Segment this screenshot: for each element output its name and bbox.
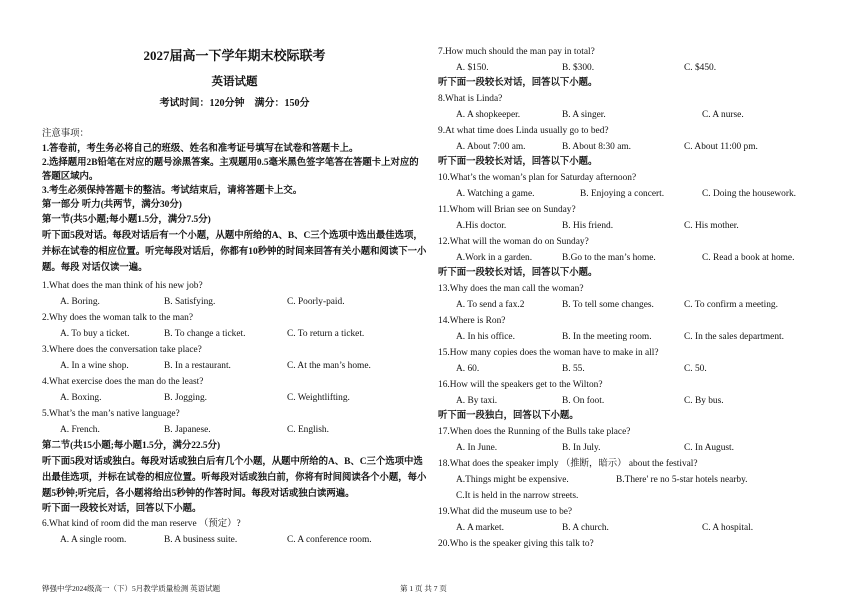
question-7: 7.How much should the man pay in total? [438, 47, 595, 57]
listen-instruction: 听下面一段较长对话，回答以下小题。 [42, 504, 202, 514]
q11-option-c: C. His mother. [684, 221, 739, 231]
section1-instr-1: 听下面5段对话。每段对话后有一个小题，从题中所给的A、B、C三个选项中选出最佳选项， [42, 231, 423, 241]
note-1: 1.答卷前，考生务必将自己的班级、姓名和准考证号填写在试卷和答题卡上。 [42, 144, 359, 154]
footer-page-number: 第 1 页 共 7 页 [400, 584, 447, 593]
question-5: 5.What’s the man’s native language? [42, 409, 180, 419]
q17-option-b: B. In July. [562, 443, 601, 453]
q11-option-a: A.His doctor. [456, 221, 507, 231]
question-3: 3.Where does the conversation take place? [42, 345, 202, 355]
q1-option-b: B. Satisfying. [164, 297, 216, 307]
q16-option-c: C. By bus. [684, 396, 724, 406]
q16-option-a: A. By taxi. [456, 396, 498, 406]
q17-option-a: A. In June. [456, 443, 498, 453]
q3-option-a: A. In a wine shop. [60, 361, 129, 371]
section1-heading: 第一节(共5小题;每小题1.5分，满分7.5分) [42, 215, 211, 225]
q12-option-c: C. Read a book at home. [702, 253, 795, 263]
listen-monologue-instruction: 听下面一段独白，回答以下小题。 [438, 411, 579, 421]
question-16: 16.How will the speakers get to the Wilton? [438, 380, 603, 390]
notes-heading: 注意事项： [42, 129, 89, 139]
q8-option-b: B. A singer. [562, 110, 606, 120]
q4-option-c: C. Weightlifting. [287, 393, 350, 403]
q9-option-b: B. About 8:30 am. [562, 142, 632, 152]
question-4: 4.What exercise does the man do the least? [42, 377, 204, 387]
q18-option-a: A.Things might be expensive. [456, 475, 569, 485]
question-8: 8.What is Linda? [438, 94, 503, 104]
q13-option-b: B. To tell some changes. [562, 300, 654, 310]
q7-option-b: B. $300. [562, 63, 595, 73]
q8-option-a: A. A shopkeeper. [456, 110, 521, 120]
q2-option-a: A. To buy a ticket. [60, 329, 130, 339]
q13-option-c: C. To confirm a meeting. [684, 300, 778, 310]
question-13: 13.Why does the man call the woman? [438, 284, 584, 294]
exam-info: 考试时间：120分钟 满分：150分 [159, 98, 310, 109]
listen-instruction: 听下面一段较长对话，回答以下小题。 [438, 157, 598, 167]
q3-option-c: C. At the man’s home. [287, 361, 371, 371]
q4-option-b: B. Jogging. [164, 393, 207, 403]
exam-subtitle: 英语试题 [211, 76, 258, 88]
note-2: 2.选择题用2B铅笔在对应的题号涂黑答案。主观题用0.5毫米黑色签字笔答在答题卡上对应的 [42, 158, 419, 168]
question-14: 14.Where is Ron? [438, 316, 506, 326]
q12-option-a: A.Work in a garden. [456, 253, 533, 263]
q19-option-b: B. A church. [562, 523, 609, 533]
section2-instr-2: 出最佳选项，并标在试卷的相应位置。听每段对话或独白前，你将有时间阅读各个小题，每小 [42, 473, 427, 483]
q1-option-a: A. Boring. [60, 297, 100, 307]
q5-option-c: C. English. [287, 425, 329, 435]
note-2-cont: 答题区域内。 [42, 172, 99, 182]
q15-option-c: C. 50. [684, 364, 707, 374]
q7-option-a: A. $150. [456, 63, 489, 73]
question-2: 2.Why does the woman talk to the man? [42, 313, 194, 323]
q15-option-a: A. 60. [456, 364, 480, 374]
question-20: 20.Who is the speaker giving this talk to? [438, 539, 594, 549]
q3-option-b: B. In a restaurant. [164, 361, 231, 371]
q7-option-c: C. $450. [684, 63, 717, 73]
q14-option-b: B. In the meeting room. [562, 332, 652, 342]
section2-heading: 第二节(共15小题;每小题1.5分，满分22.5分) [42, 441, 221, 451]
question-6: 6.What kind of room did the man reserve （预定）? [42, 519, 241, 529]
q10-option-c: C. Doing the housework. [702, 189, 797, 199]
question-12: 12.What will the woman do on Sunday? [438, 237, 589, 247]
footer-school-info: 铧强中学2024级高一（下）5月教学质量检测 英语试题 [42, 584, 221, 593]
q6-option-a: A. A single room. [60, 535, 127, 545]
q6-option-b: B. A business suite. [164, 535, 238, 545]
q9-option-a: A. About 7:00 am. [456, 142, 526, 152]
q10-option-a: A. Watching a game. [456, 189, 535, 199]
note-3: 3.考生必须保持答题卡的整洁。考试结束后，请将答题卡上交。 [42, 186, 303, 196]
question-17: 17.When does the Running of the Bulls take place? [438, 427, 631, 437]
q9-option-c: C. About 11:00 pm. [684, 142, 758, 152]
q18-option-c: C.It is held in the narrow streets. [456, 491, 579, 501]
q1-option-c: C. Poorly-paid. [287, 297, 345, 307]
q16-option-b: B. On foot. [562, 396, 605, 406]
question-11: 11.Whom will Brian see on Sunday? [438, 205, 576, 215]
q2-option-b: B. To change a ticket. [164, 329, 246, 339]
question-18: 18.What does the speaker imply （推断，暗示） about the festival? [438, 459, 698, 469]
q19-option-a: A. A market. [456, 523, 504, 533]
exam-title: 2027届高一下学年期末校际联考 [143, 48, 326, 63]
q18-option-b: B.There' re no 5-star hotels nearby. [616, 475, 748, 485]
q12-option-b: B.Go to the man’s home. [562, 253, 656, 263]
q5-option-b: B. Japanese. [164, 425, 211, 435]
q19-option-c: C. A hospital. [702, 523, 754, 533]
q11-option-b: B. His friend. [562, 221, 614, 231]
q2-option-c: C. To return a ticket. [287, 329, 365, 339]
q14-option-a: A. In his office. [456, 332, 515, 342]
q4-option-a: A. Boxing. [60, 393, 102, 403]
q17-option-c: C. In August. [684, 443, 735, 453]
q15-option-b: B. 55. [562, 364, 585, 374]
question-1: 1.What does the man think of his new job? [42, 281, 203, 291]
question-9: 9.At what time does Linda usually go to bed? [438, 126, 609, 136]
listen-instruction: 听下面一段较长对话，回答以下小题。 [438, 268, 598, 278]
q14-option-c: C. In the sales department. [684, 332, 784, 342]
section1-instr-3: 题。每段 对话仅读一遍。 [42, 263, 148, 273]
q5-option-a: A. French. [60, 425, 100, 435]
question-19: 19.What did the museum use to be? [438, 507, 573, 517]
q13-option-a: A. To send a fax.2 [456, 300, 525, 310]
section1-instr-2: 并标在试卷的相应位置。听完每段对话后，你都有10秒钟的时间来回答有关小题和阅读下一小 [42, 247, 427, 257]
q8-option-c: C. A nurse. [702, 110, 744, 120]
question-15: 15.How many copies does the woman have to make in all? [438, 348, 659, 358]
question-10: 10.What’s the woman’s plan for Saturday afternoon? [438, 173, 637, 183]
part1-heading: 第一部分 听力(共两节，满分30分) [42, 200, 182, 210]
listen-instruction: 听下面一段较长对话，回答以下小题。 [438, 78, 598, 88]
section2-instr-1: 听下面5段对话或独白。每段对话或独白后有几个小题，从题中所给的A、B、C三个选项中选 [42, 457, 423, 467]
q6-option-c: C. A conference room. [287, 535, 372, 545]
section2-instr-3: 题5秒钟;听完后，各小题将给出5秒钟的作答时间。每段对话或独白读两遍。 [42, 489, 355, 499]
q10-option-b: B. Enjoying a concert. [580, 189, 665, 199]
